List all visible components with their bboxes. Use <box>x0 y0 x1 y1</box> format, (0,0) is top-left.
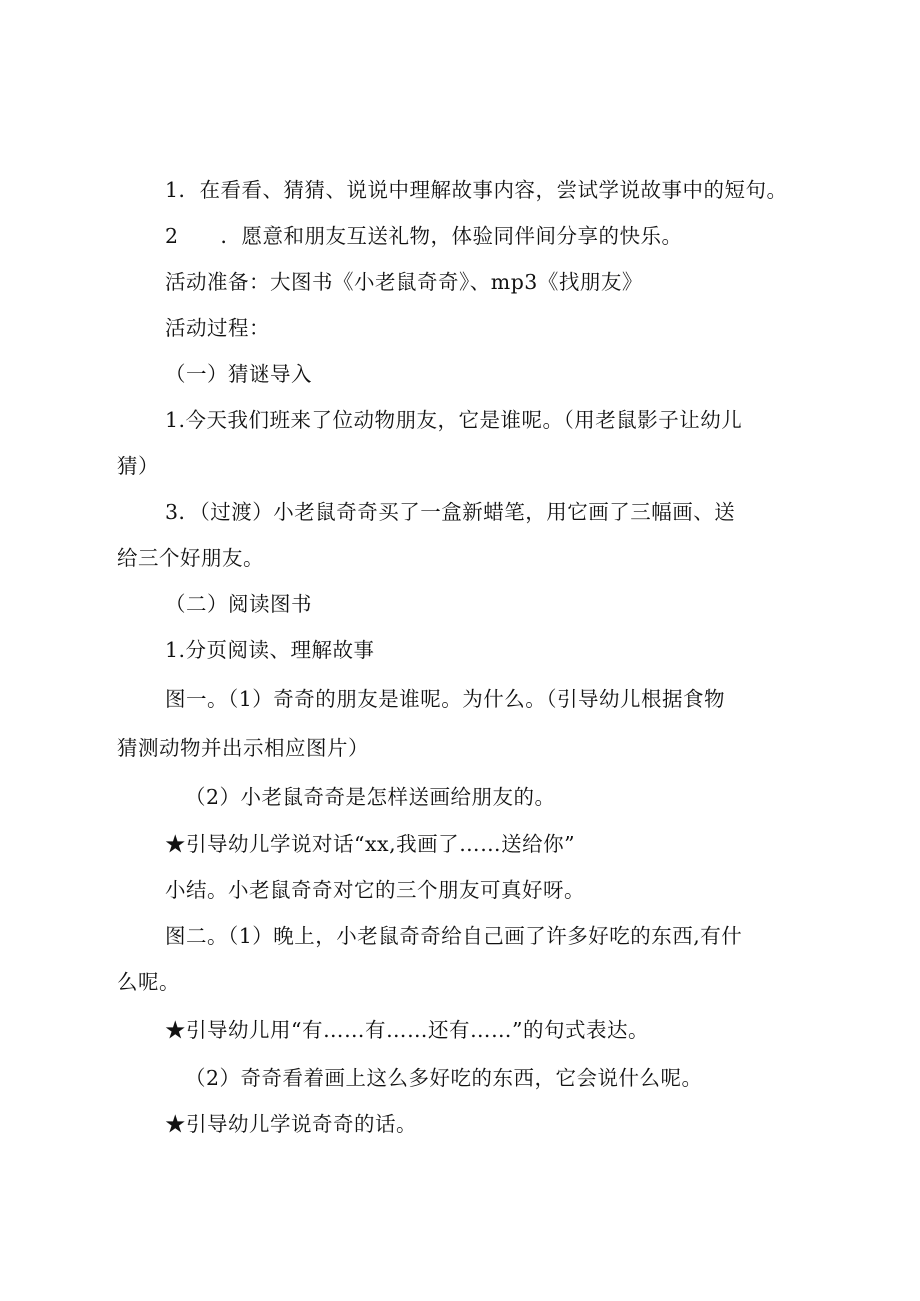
step-3-text: 3．（过渡）小老鼠奇奇买了一盒新蜡笔，用它画了三幅画、送 <box>165 500 736 524</box>
guidance-dialogue: ★引导幼儿学说对话“xx,我画了……送给你” <box>165 832 576 856</box>
page-reading-heading: 1.分页阅读、理解故事 <box>165 638 375 662</box>
guidance-speech: ★引导幼儿学说奇奇的话。 <box>165 1112 417 1136</box>
section-2-heading: （二）阅读图书 <box>165 592 312 616</box>
section-1-heading: （一）猜谜导入 <box>165 362 312 386</box>
picture-2-question-1: 图二。（1）晚上，小老鼠奇奇给自己画了许多好吃的东西,有什 <box>165 924 743 948</box>
step-3-text-continued: 给三个好朋友。 <box>117 546 264 570</box>
picture-1-question-1: 图一。（1）奇奇的朋友是谁呢。为什么。（引导幼儿根据食物 <box>165 687 726 711</box>
picture-1-question-1-continued: 猜测动物并出示相应图片） <box>117 736 369 760</box>
objective-2: 2 ．愿意和朋友互送礼物，体验同伴间分享的快乐。 <box>165 224 683 248</box>
step-1-text-continued: 猜） <box>117 454 159 478</box>
objective-1: 1．在看看、猜猜、说说中理解故事内容，尝试学说故事中的短句。 <box>165 178 788 202</box>
activity-process-heading: 活动过程： <box>165 316 270 340</box>
picture-2-question-1-continued: 么呢。 <box>117 970 180 994</box>
activity-preparation: 活动准备：大图书《小老鼠奇奇》、mp3《找朋友》 <box>165 270 643 294</box>
picture-1-question-2: （2）小老鼠奇奇是怎样送画给朋友的。 <box>185 785 556 809</box>
picture-2-question-2: （2）奇奇看着画上这么多好吃的东西，它会说什么呢。 <box>185 1066 703 1090</box>
summary-text: 小结。小老鼠奇奇对它的三个朋友可真好呀。 <box>165 878 585 902</box>
guidance-sentence-pattern: ★引导幼儿用“有……有……还有……”的句式表达。 <box>165 1018 649 1042</box>
step-1-text: 1.今天我们班来了位动物朋友，它是谁呢。（用老鼠影子让幼儿 <box>165 408 743 432</box>
